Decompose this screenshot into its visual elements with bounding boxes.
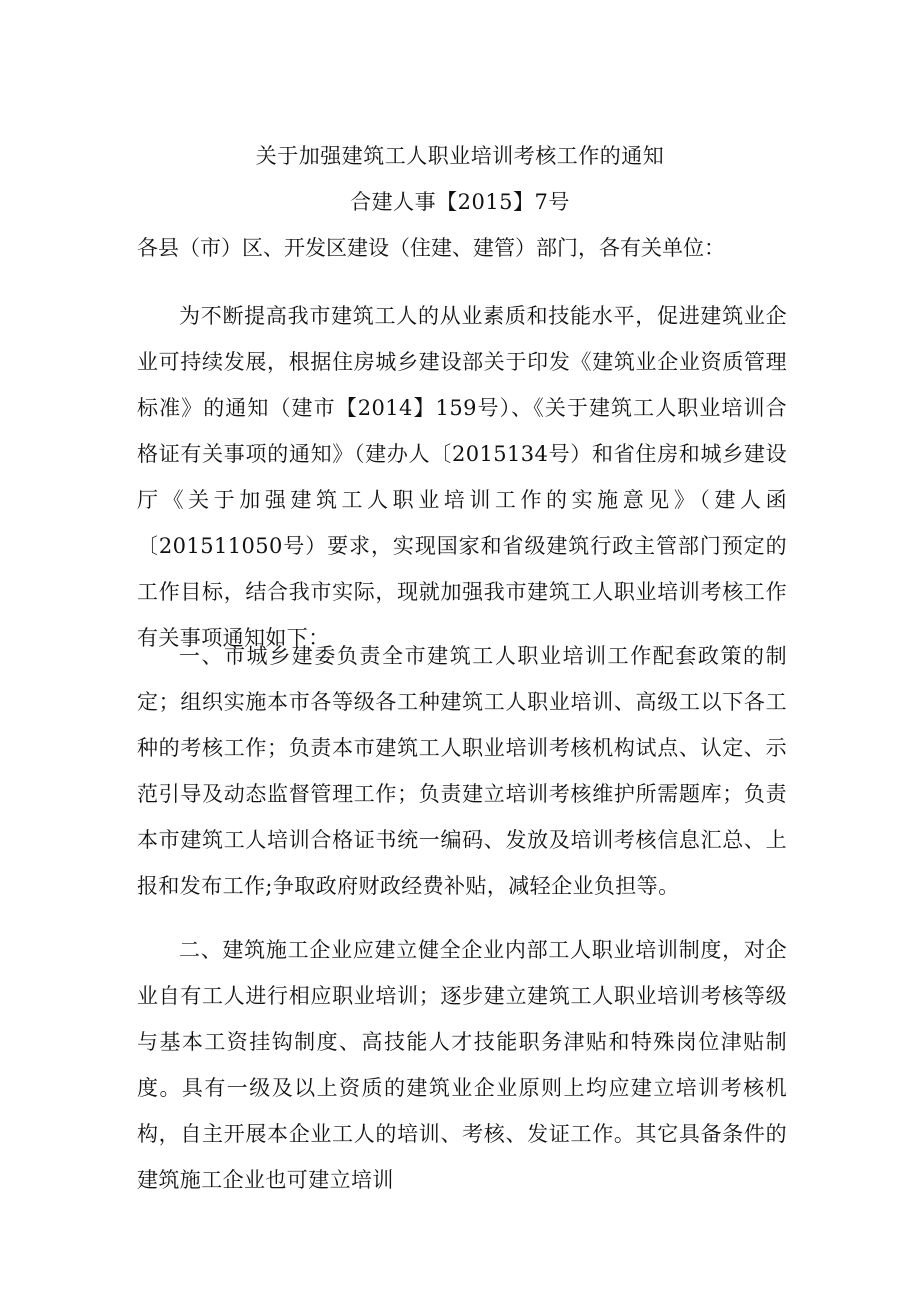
paragraph-intro: 为不断提高我市建筑工人的从业素质和技能水平，促进建筑业企业可持续发展，根据住房城乡建设部关于印发《建筑业企业资质管理标准》的通知（建市【2014】159号）、《关于建筑工人职业培训合格证有关事项的通知》（建办人〔2015134号）和省住房和城乡建设厅《关于加强建筑工人职业培训工作的实施意见》（建人函〔201511050号）要求，实现国家和省级建筑行政主管部门预定的工作目标，结合我市实际，现就加强我市建筑工人职业培训考核工作有关事项通知如下： (137, 304, 787, 650)
paragraph-item-2: 二、建筑施工企业应建立健全企业内部工人职业培训制度，对企业自有工人进行相应职业培训；逐步建立建筑工人职业培训考核等级与基本工资挂钩制度、高技能人才技能职务津贴和特殊岗位津贴制度。具有一级及以上资质的建筑业企业原则上均应建立培训考核机构，自主开展本企业工人的培训、考核、发证工作。其它具备条件的建筑施工企业也可建立培训 (137, 938, 787, 1192)
document-number: 合建人事【2015】7号 (350, 190, 570, 214)
document-title: 关于加强建筑工人职业培训考核工作的通知 (255, 144, 665, 168)
paragraph-item-1: 一、市城乡建委负责全市建筑工人职业培训工作配套政策的制定；组织实施本市各等级各工种建筑工人职业培训、高级工以下各工种的考核工作；负责本市建筑工人职业培训考核机构试点、认定、示范引导及动态监督管理工作；负责建立培训考核维护所需题库；负责本市建筑工人培训合格证书统一编码、发放及培训考核信息汇总、上报和发布工作;争取政府财政经费补贴，减轻企业负担等。 (137, 644, 787, 898)
salutation: 各县（市）区、开发区建设（住建、建管）部门，各有关单位： (137, 236, 725, 260)
